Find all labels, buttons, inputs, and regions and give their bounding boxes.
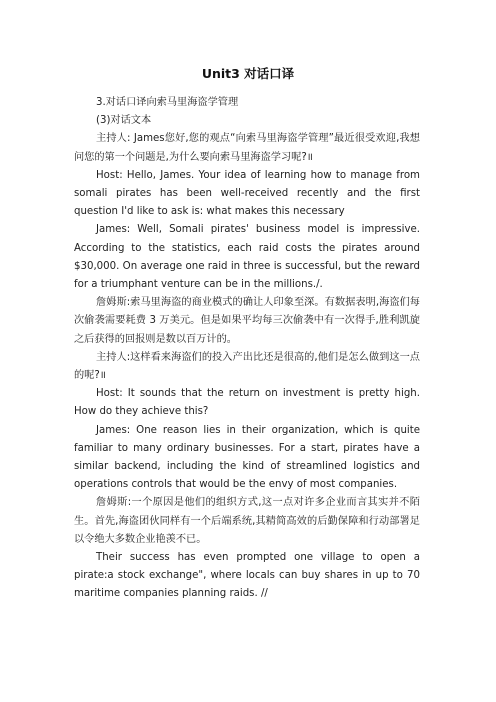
paragraph-host-chinese-2: 主持人:这样看来海盗们的投入产出比还是很高的,他们是怎么做到这一点的呢?॥ — [74, 351, 420, 382]
paragraph-host-english-1: Host: Hello, James. Your idea of learning how to manage from somali pirates has been well-received recently and the first question I'd like to ask is: what makes this necessary — [74, 169, 420, 218]
document-body — [74, 94, 420, 604]
paragraph-james-chinese-1: 詹姆斯:索马里海盗的商业模式的确让人印象至深。有数据表明,海盗们每次偷袭需要耗费 3 万美元。但是如果平均每三次偷袭中有一次得手,胜利凯旋之后获得的回报则是数以百万计的。 — [74, 297, 420, 345]
paragraph-english-3: Their success has even prompted one village to open a pirate:a stock exchange", where locals can buy shares in up to 70 maritime companies planning raids. // — [74, 552, 420, 600]
paragraph-james-english-1: James: Well, Somali pirates' business model is impressive. According to the statistics, each raid costs the pirates around $30,000. On average one raid in three is successful, but the reward for a triumphant venture can be in the millions./. — [74, 224, 420, 291]
paragraph-host-english-2: Host: It sounds that the return on investment is pretty high. How do they achieve this? — [74, 388, 420, 418]
paragraph-james-english-2: James: One reason lies in their organization, which is quite familiar to many ordinary businesses. For a start, pirates have a similar backend, including the kind of streamlined logistics and operations controls that would be the envy of most companies. — [74, 424, 420, 491]
paragraph-james-chinese-2: 詹姆斯:一个原因是他们的组织方式,这一点对许多企业而言其实并不陌生。首先,海盗团伙同样有一个后端系统,其精简高效的后勤保障和行动部署足以令绝大多数企业艳羡不已。 — [74, 497, 420, 545]
section-heading: 3.对话口译向索马里海盗学管理 — [96, 97, 239, 108]
subsection-heading: (3)对话文本 — [96, 115, 152, 127]
document-title: Unit3 对话口译 — [201, 66, 295, 81]
paragraph-host-chinese-1: 主持人: James您好,您的观点“向索马里海盗学管理”最近很受欢迎,我想问您的第一个问题是,为什么要向索马里海盗学习呢?॥ — [74, 133, 420, 163]
